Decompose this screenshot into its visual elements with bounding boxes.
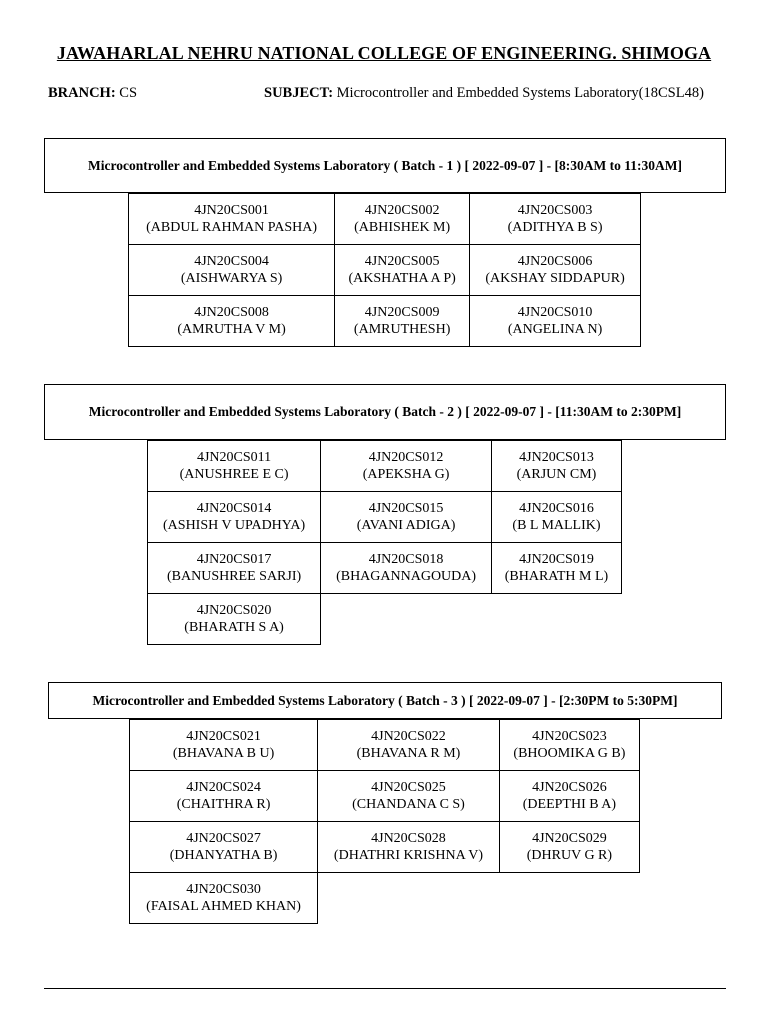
batch-2-table	[147, 440, 622, 645]
student-name: (ASHISH V UPADHYA)	[163, 518, 306, 533]
empty-cell	[321, 594, 492, 645]
student-cell	[491, 441, 621, 492]
student-usn: 4JN20CS009	[364, 305, 440, 320]
student-cell	[335, 245, 470, 296]
student-cell	[470, 194, 641, 245]
student-usn: 4JN20CS030	[186, 882, 261, 897]
student-cell	[499, 822, 639, 873]
subject-value: Microcontroller and Embedded Systems Laboratory(18CSL48)	[336, 85, 704, 101]
student-name: (BHAVANA R M)	[356, 746, 461, 761]
student-usn: 4JN20CS012	[368, 450, 444, 465]
table-row	[129, 194, 641, 245]
batch-2-header: Microcontroller and Embedded Systems Laboratory ( Batch - 2 ) [ 2022-09-07 ] - [11:30AM to 2:30PM]	[44, 384, 726, 440]
student-cell	[491, 543, 621, 594]
branch-label: BRANCH:	[48, 85, 116, 101]
student-name: (DHRUV G R)	[526, 848, 613, 863]
table-row	[130, 873, 640, 924]
student-usn: 4JN20CS008	[194, 305, 269, 320]
student-name: (AVANI ADIGA)	[356, 518, 456, 533]
student-usn: 4JN20CS024	[186, 780, 261, 795]
student-cell	[318, 822, 500, 873]
empty-cell	[499, 873, 639, 924]
student-cell	[491, 492, 621, 543]
student-name: (FAISAL AHMED KHAN)	[146, 899, 301, 914]
student-name: (BHOOMIKA G B)	[513, 746, 626, 761]
student-cell	[148, 492, 321, 543]
student-name: (DHANYATHA B)	[169, 848, 278, 863]
table-row	[130, 822, 640, 873]
student-cell	[130, 720, 318, 771]
student-usn: 4JN20CS003	[517, 203, 593, 218]
batch-3-header: Microcontroller and Embedded Systems Laboratory ( Batch - 3 ) [ 2022-09-07 ] - [2:30PM to 5:30PM]	[48, 682, 722, 719]
student-name: (ABHISHEK M)	[354, 220, 451, 235]
table-row	[148, 492, 622, 543]
student-cell	[148, 543, 321, 594]
student-usn: 4JN20CS006	[517, 254, 593, 269]
student-usn: 4JN20CS010	[517, 305, 593, 320]
student-usn: 4JN20CS027	[186, 831, 261, 846]
student-name: (CHAITHRA R)	[176, 797, 271, 812]
student-usn: 4JN20CS011	[196, 450, 272, 465]
student-cell	[148, 441, 321, 492]
student-cell	[130, 822, 318, 873]
student-usn: 4JN20CS001	[194, 203, 269, 218]
student-cell	[129, 296, 335, 347]
student-name: (ARJUN CM)	[516, 467, 597, 482]
student-name: (BHAGANNAGOUDA)	[336, 569, 477, 584]
student-name: (BANUSHREE SARJI)	[166, 569, 302, 584]
student-usn: 4JN20CS023	[532, 729, 607, 744]
student-name: (AMRUTHESH)	[353, 322, 451, 337]
student-usn: 4JN20CS002	[364, 203, 440, 218]
student-name: (ANUSHREE E C)	[179, 467, 289, 482]
branch-info	[48, 85, 137, 102]
student-usn: 4JN20CS017	[196, 552, 272, 567]
student-usn: 4JN20CS016	[519, 501, 594, 516]
student-cell	[129, 194, 335, 245]
student-usn: 4JN20CS020	[196, 603, 272, 618]
student-cell	[335, 194, 470, 245]
table-row	[129, 296, 641, 347]
table-row	[148, 594, 622, 645]
empty-cell	[318, 873, 500, 924]
student-cell	[321, 543, 492, 594]
student-usn: 4JN20CS014	[196, 501, 272, 516]
student-cell	[470, 296, 641, 347]
footer-divider	[44, 988, 726, 989]
table-row	[129, 245, 641, 296]
student-cell	[129, 245, 335, 296]
table-row	[130, 771, 640, 822]
batch-1-header: Microcontroller and Embedded Systems Laboratory ( Batch - 1 ) [ 2022-09-07 ] - [8:30AM to 11:30AM]	[44, 138, 726, 193]
student-usn: 4JN20CS022	[371, 729, 446, 744]
student-cell	[470, 245, 641, 296]
student-usn: 4JN20CS018	[368, 552, 444, 567]
student-name: (CHANDANA C S)	[352, 797, 465, 812]
student-usn: 4JN20CS025	[371, 780, 446, 795]
student-cell	[130, 771, 318, 822]
student-name: (ANGELINA N)	[507, 322, 603, 337]
subject-info	[264, 85, 704, 102]
student-usn: 4JN20CS013	[519, 450, 594, 465]
student-name: (BHARATH S A)	[184, 620, 284, 635]
student-name: (AKSHATHA A P)	[348, 271, 456, 286]
student-usn: 4JN20CS026	[532, 780, 607, 795]
student-usn: 4JN20CS004	[194, 254, 269, 269]
empty-cell	[491, 594, 621, 645]
student-cell	[321, 441, 492, 492]
student-cell	[335, 296, 470, 347]
student-name: (AISHWARYA S)	[180, 271, 283, 286]
student-cell	[318, 771, 500, 822]
student-name: (B L MALLIK)	[512, 518, 601, 533]
batch-1-table	[128, 193, 641, 347]
student-name: (DEEPTHI B A)	[522, 797, 617, 812]
student-usn: 4JN20CS021	[186, 729, 261, 744]
student-name: (BHAVANA B U)	[172, 746, 275, 761]
student-name: (ADITHYA B S)	[507, 220, 603, 235]
student-usn: 4JN20CS029	[532, 831, 607, 846]
student-usn: 4JN20CS019	[519, 552, 594, 567]
branch-value: CS	[119, 85, 138, 101]
table-row	[130, 720, 640, 771]
student-name: (DHATHRI KRISHNA V)	[333, 848, 483, 863]
student-usn: 4JN20CS015	[368, 501, 444, 516]
student-usn: 4JN20CS005	[364, 254, 440, 269]
student-cell	[499, 771, 639, 822]
student-name: (BHARATH M L)	[504, 569, 609, 584]
table-row	[148, 441, 622, 492]
student-name: (ABDUL RAHMAN PASHA)	[146, 220, 318, 235]
student-name: (AKSHAY SIDDAPUR)	[485, 271, 625, 286]
table-row	[148, 543, 622, 594]
student-name: (AMRUTHA V M)	[177, 322, 286, 337]
batch-3-table	[129, 719, 640, 924]
student-cell	[148, 594, 321, 645]
student-cell	[318, 720, 500, 771]
college-title: JAWAHARLAL NEHRU NATIONAL COLLEGE OF ENGINEERING. SHIMOGA	[56, 43, 712, 63]
student-cell	[130, 873, 318, 924]
student-usn: 4JN20CS028	[371, 831, 446, 846]
student-cell	[499, 720, 639, 771]
student-cell	[321, 492, 492, 543]
subject-label: SUBJECT:	[264, 85, 334, 101]
student-name: (APEKSHA G)	[362, 467, 450, 482]
